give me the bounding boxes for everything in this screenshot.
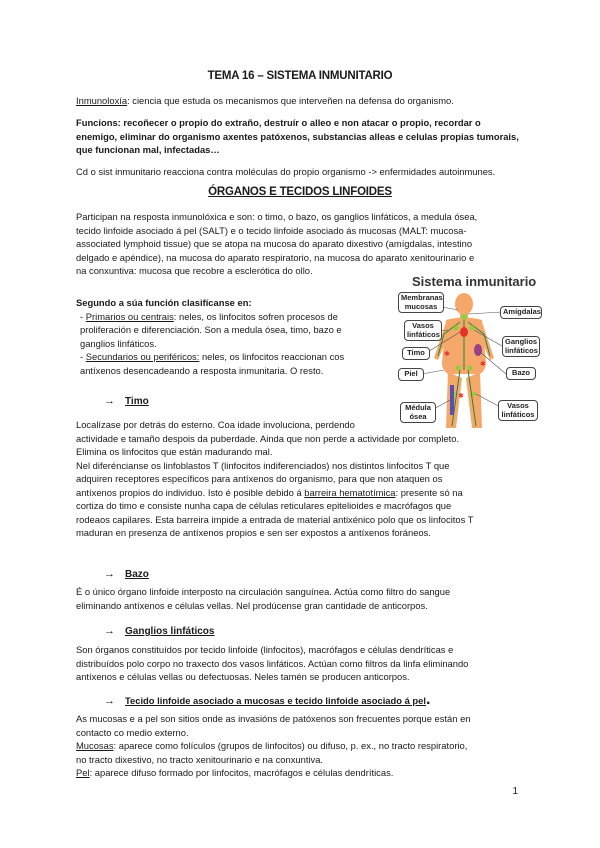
pel-term: Pel xyxy=(76,767,90,778)
arrow-icon: → xyxy=(104,625,115,637)
thymus-shape xyxy=(460,327,468,337)
page-title: TEMA 16 – SISTEMA INMUNITARIO xyxy=(207,70,393,82)
intro-definition: : ciencia que estuda os mecanismos que interveñen na defensa do organismo. xyxy=(127,95,454,106)
label-ganglios-linfaticos: Ganglios linfáticos xyxy=(502,336,540,357)
timo-paragraph: Localízase por detrás do esterno. Coa idade involuciona, perdendo actividade e tamaño despois da puberdade. Ainda que non perde a actividade por completo. Elimina os linfocitos que están madurando mal. Nel diferéncianse os linfoblastos T (linfocitos indiferenciados) nos distintos linfocitos T que adquiren receptores específicos para antíxenos do organismo, para que non ataquen os antíxenos propios do individuo. Isto é posible debido á barreira hematotímica: presente só na cortiza do timo e consiste nunha capa de células reticulares epitelioides e macrófagos que rodeaos capilares. Esta barreira impide a entrada de material antixénico polo que os linfocitos T maduran en presenza de antíxenos propios e sen ser expostos a antíxenos foráneos. xyxy=(76,419,474,538)
bazo-heading: → Bazo xyxy=(104,568,149,580)
timo-heading: → Timo xyxy=(104,395,149,407)
ganglios-heading: → Ganglios linfáticos xyxy=(104,625,215,637)
primary-term: Primarios ou centrais xyxy=(85,310,174,322)
ganglios-paragraph: Son órganos constituídos por tecido linfoide (linfocitos), macrófagos e células dendríticas e distribuídos polo corpo no traxecto dos vasos linfáticos. Actúan como filtros da linfa eliminando antíxenos e células vellas ou defectuosas. Neles tamén se producen anticorpos. xyxy=(76,644,469,682)
svg-text:✱: ✱ xyxy=(480,361,486,368)
participan-paragraph xyxy=(76,210,477,278)
svg-text:✱: ✱ xyxy=(444,351,450,358)
secondary-term: Secundarios ou periféricos: xyxy=(85,351,200,362)
participan-line: Participan na resposta inmunolóxica e son: o timo, o bazo, os ganglios linfáticos, a medula ósea, xyxy=(76,211,478,222)
participan-line: delgado e apéndice), na mucosa do aparato respiratorio, na mucosa do aparato xenitourinario e xyxy=(76,251,475,263)
label-membranas-mucosas: Membranas mucosas xyxy=(398,292,444,313)
funcions-line: Funcions: recoñecer o propio do extraño, destruír o alleo e non atacar o propio, recordar o xyxy=(76,117,481,128)
primary-item: - Primarios ou centrais: neles, os linfocitos sofren procesos de xyxy=(80,310,338,322)
classification-heading: Segundo a súa función clasifícanse en: xyxy=(76,297,252,308)
funcions-line: que funcionan mal, infectadas… xyxy=(76,144,220,155)
label-piel: Piel xyxy=(398,368,424,381)
funcions-paragraph xyxy=(76,116,519,157)
barrier-term: barreira hematotímica xyxy=(304,486,396,498)
arrow-icon: → xyxy=(104,395,115,407)
bone-marrow-shape xyxy=(450,385,454,415)
participan-line: associated lymphoid tissue) que se atopa na mucosa do aparato dixestivo (amígdalas, intestino xyxy=(76,238,473,249)
svg-text:✱: ✱ xyxy=(458,393,464,400)
label-bazo: Bazo xyxy=(506,367,536,380)
label-timo: Timo xyxy=(402,347,430,360)
participan-line: na conxuntiva: mucosa que recobre a esclerótica do ollo. xyxy=(76,265,313,276)
figure-title: Sistema inmunitario xyxy=(412,274,537,289)
funcions-line: enemigo, eliminar do organismo axentes patóxenos, substancias alleas e celulas propias tumorais, xyxy=(76,130,519,142)
spleen-shape xyxy=(474,344,482,356)
classification-block: Segundo a súa función clasifícanse en: - Primarios ou centrais: neles, os linfocitos sofren procesos de proliferación e diferenciación. Son a medula ósea, timo, bazo e ganglios linfáticos. - Secundarios ou periféricos: neles, os linfocitos reaccionan cos antíxenos desencadeando a resposta inmunitaria. O resto. xyxy=(76,296,396,377)
mucosas-term: Mucosas xyxy=(76,740,114,751)
bazo-paragraph: É o único órgano linfoide interposto na circulación sanguínea. Actúa como filtro do sangue eliminando antíxenos e células vellas. Nel prodúcense gran cantidade de anticorpos. xyxy=(76,586,451,611)
autoimmune-note: Cd o sist inmunitario reacciona contra moléculas do propio organismo -> enfermidades autoinmunes. xyxy=(76,166,496,177)
intro-paragraph xyxy=(76,94,454,108)
secondary-item: - Secundarios ou periféricos: neles, os linfocitos reaccionan cos xyxy=(80,351,345,362)
participan-line: tecido linfoide asociado á pel (SALT) e o tecido linfoide asociado ás mucosas (MALT: mucosa- xyxy=(76,224,467,236)
intro-term: Inmunoloxía xyxy=(76,95,128,106)
arrow-icon: → xyxy=(104,568,115,580)
immune-system-figure xyxy=(398,270,540,432)
label-medula-osea: Médula ósea xyxy=(400,402,436,423)
page-number: 1 xyxy=(512,786,518,797)
tecido-paragraph: As mucosas e a pel son sitios onde as invasións de patóxenos son frecuentes porque están en contacto co medio externo. Mucosas: aparece como folículos (grupos de linfocitos) ou difuso, p. ex., no tracto respiratorio, no tracto dixestivo, no tracto xenitourinario e na conxuntiva. Pel: aparece difuso formado por linfocitos, macrófagos e células dendríticas. xyxy=(76,713,471,778)
label-amigdalas: Amígdalas xyxy=(500,306,542,319)
label-vasos-linfaticos-top: Vasos linfáticos xyxy=(404,320,442,341)
section-heading: ÓRGANOS E TECIDOS LINFOIDES xyxy=(208,186,392,198)
label-vasos-linfaticos-bottom: Vasos linfáticos xyxy=(498,400,538,421)
tecido-heading: → Tecido linfoide asociado a mucosas e tecido linfoide asociado á pel. xyxy=(104,691,431,708)
arrow-icon: → xyxy=(104,695,115,707)
